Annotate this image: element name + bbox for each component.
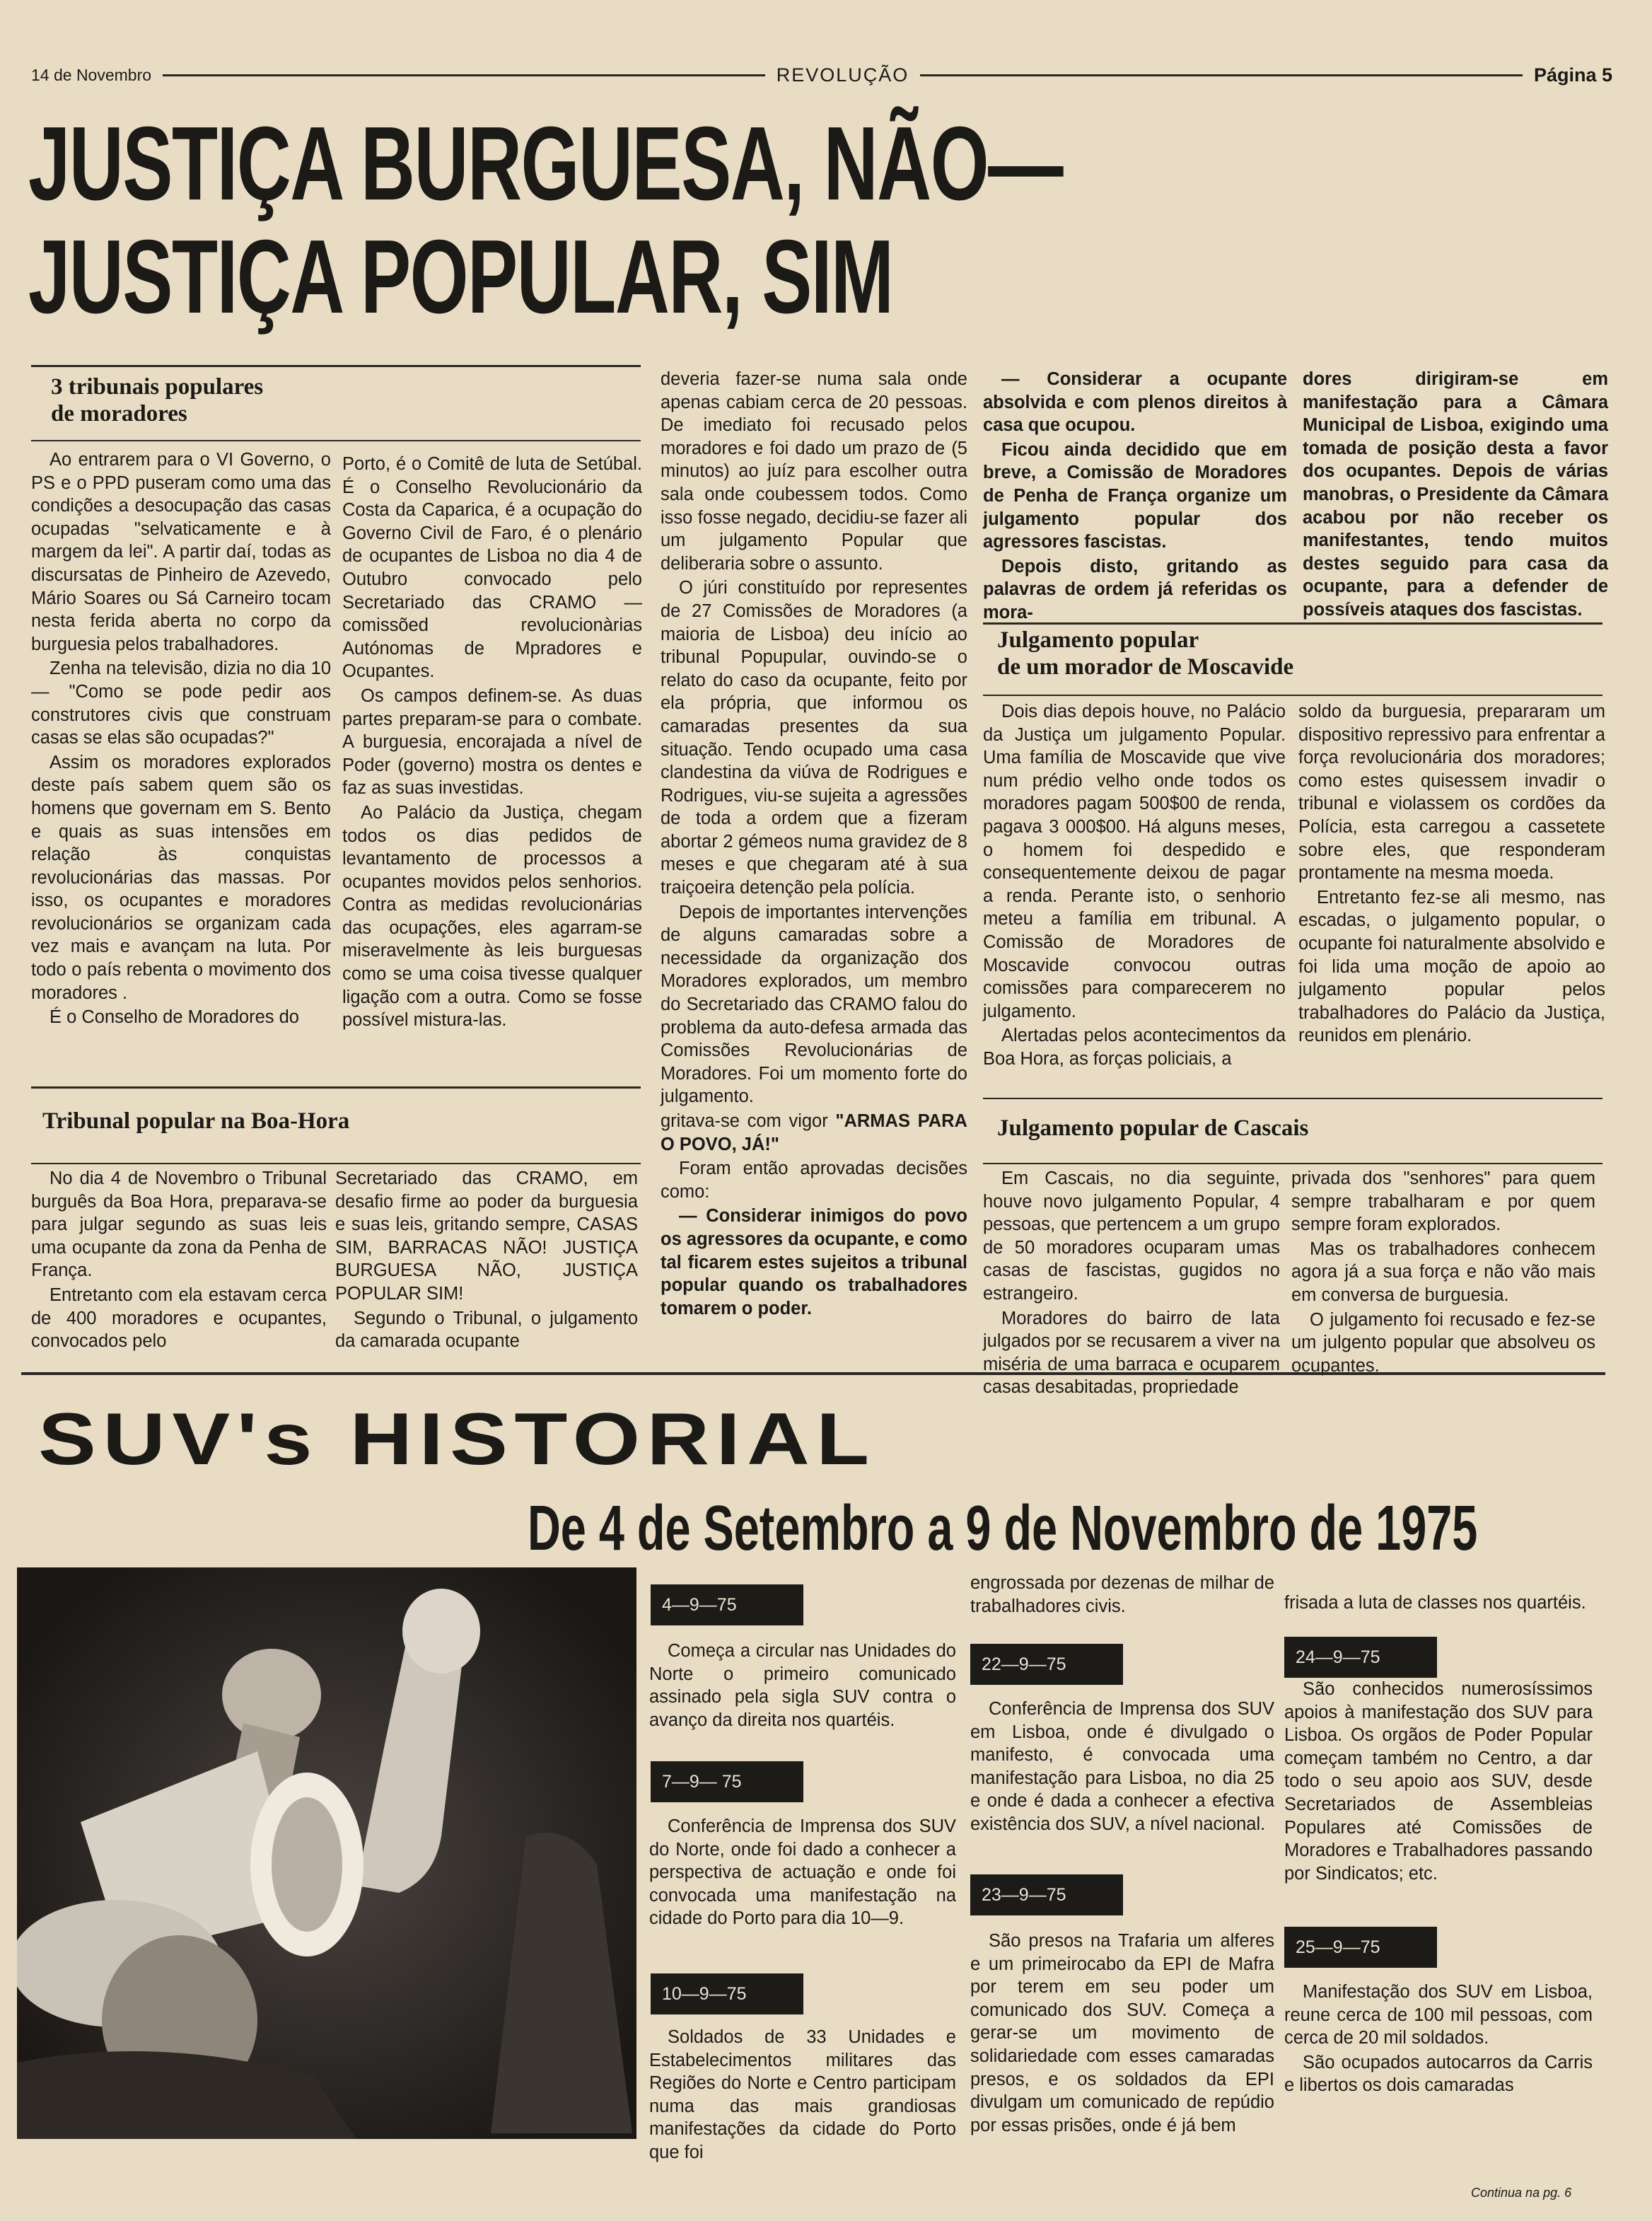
issue-date: 14 de Novembro xyxy=(31,65,152,84)
date-box-24-9-75: 24—9—75 xyxy=(1284,1637,1437,1678)
section3-column-2 xyxy=(1298,700,1605,1049)
paragraph: Zenha na televisão, dizia no dia 10 — "Como se pode pedir aos construtores civis que construam casas se elas são ocupadas?" xyxy=(31,659,331,748)
continued-note: Continua na pg. 6 xyxy=(1471,2186,1572,2200)
paragraph: São presos na Trafaria um alferes e um primeirocabo da EPI de Mafra por terem em seu poder um comunicado dos SUV. Começa a gerar-se um movimento de solidariedade com esses camaradas presos, e os soldados da EPI divulgam um comunicado de repúdio por essas prisões, onde é já bem xyxy=(970,1931,1274,2135)
slogan: "ARMAS PARA O POVO, JÁ!" xyxy=(661,1111,967,1154)
paragraph: Manifestação dos SUV em Lisboa, reune cerca de 100 mil pessoas, com cerca de 20 mil soldados. xyxy=(1284,1982,1593,2048)
main-headline xyxy=(28,105,1063,335)
paragraph: Conferência de Imprensa dos SUV em Lisboa, onde é divulgado o manifesto, é convocada uma manifestação para Lisboa, no dia 25 e onde é dada a conhecer a efectiva existência dos SUV, a nível nacional. xyxy=(970,1699,1274,1834)
timeline-entry-7-9-75 xyxy=(649,1815,956,1932)
paragraph: São conhecidos numerosíssimos apoios à manifestação dos SUV para Lisboa. Os orgãos de Poder Popular começam também no Centro, a dar todo o seu apoio aos SUV, desde Secretariados de Assembleias Populares até Comissões de Moradores e Trabalhadores passando por Sindicatos; etc. xyxy=(1284,1679,1593,1884)
protest-photo-illustration xyxy=(17,1567,636,2139)
paragraph xyxy=(661,1110,967,1156)
paragraph: Ficou ainda decidido que em breve, a Comissão de Moradores de Penha de França organize um julgamento popular dos agressores fascistas. xyxy=(983,439,1287,552)
rule-section4-top xyxy=(983,1098,1602,1099)
newspaper-name: REVOLUÇÃO xyxy=(776,64,909,86)
page-number: Página 5 xyxy=(1533,64,1613,86)
section1-title-line2: de moradores xyxy=(51,401,187,427)
paragraph: Depois de importantes intervenções de alguns camaradas sobre a necessidade da organização dos Moradores explorados, um membro do Secretariado das CRAMO falou do problema da auto-defesa armada das Comissões Revolucionárias de Moradores. Foi um momento forte do julgamento. xyxy=(661,902,967,1107)
paragraph: Secretariado das CRAMO, em desafio firme ao poder da burguesia e suas leis, gritando sempre, CASAS SIM, BARRACAS NÃO! JUSTIÇA BURGUESA NÃO, JUSTIÇA POPULAR SIM! xyxy=(335,1169,638,1304)
section1-title xyxy=(51,373,617,427)
timeline-entry-24-9-75 xyxy=(1284,1678,1593,1886)
paragraph: No dia 4 de Novembro o Tribunal burguês da Boa Hora, preparava-se para julgar segundo as suas leis uma ocupante da zona da Penha de França. xyxy=(31,1169,327,1281)
paragraph: Em Cascais, no dia seguinte, houve novo julgamento Popular, 4 pessoas, que pertencem a um grupo de 50 moradores ocuparam umas casas de fascistas, gugidos no estrangeiro. xyxy=(983,1169,1280,1304)
paragraph: — Considerar a ocupante absolvida e com plenos direitos à casa que ocupou. xyxy=(983,369,1287,436)
paragraph: Alertadas pelos acontecimentos da Boa Hora, as forças policiais, a xyxy=(983,1026,1286,1069)
paragraph: engrossada por dezenas de milhar de trabalhadores civis. xyxy=(970,1573,1274,1616)
article-column-4-top xyxy=(983,368,1287,626)
paragraph: Ao entrarem para o VI Governo, o PS e o PPD puseram como uma das condições a desocupação das casas ocupadas "selvaticamente e à margem da lei". A partir daí, todas as discursatas de Pinheiro de Azevedo, Mário Soares ou Sá Carneiro tocam nesta ferida aberta no corpo da burguesia pelos trabalhadores. xyxy=(31,450,331,654)
rule-section3-top xyxy=(983,622,1602,625)
historial-title: SUV's HISTORIAL xyxy=(38,1398,876,1480)
paragraph: Foram então aprovadas decisões como: xyxy=(661,1159,967,1202)
section4-title: Julgamento popular de Cascais xyxy=(997,1115,1309,1141)
paragraph: Segundo o Tribunal, o julgamento da camarada ocupante xyxy=(335,1308,638,1352)
article-divider xyxy=(21,1372,1605,1375)
rule-section3-bottom xyxy=(983,695,1602,696)
rule-section2-top xyxy=(31,1086,641,1089)
date-box-7-9-75: 7—9— 75 xyxy=(651,1761,803,1802)
running-head xyxy=(31,61,1612,89)
paragraph: soldo da burguesia, prepararam um dispositivo repressivo para enfrentar a força revolucionária dos moradores; como estes quisessem invadir o tribunal e violassem os cordões da Polícia, esta carregou a cassetete sobre eles, que responderam prontamente na mesma moeda. xyxy=(1298,702,1605,883)
rule-section4-bottom xyxy=(983,1163,1602,1164)
paragraph: Mas os trabalhadores conhecem agora já a sua força e não vão mais em conversa de burguesia. xyxy=(1291,1239,1595,1305)
section4-column-2 xyxy=(1291,1167,1595,1379)
timeline-entry-23-9-75 xyxy=(970,1930,1274,2138)
section3-title xyxy=(997,627,1591,680)
paragraph: dores dirigiram-se em manifestação para a Câmara Municipal de Lisboa, exigindo uma tomada de posição desta a favor dos ocupantes. Depois de várias manobras, o Presidente da Câmara acabou por não receber os manifestantes, tendo muitos destes seguido para casa da ocupante, para a defender de possíveis ataques dos fascistas. xyxy=(1303,369,1608,620)
timeline-entry-25-9-75 xyxy=(1284,1981,1593,2099)
paragraph: Moradores do bairro de lata julgados por se recusarem a viver na miséria de uma barraca e ocuparem casas desabitadas, propriedade xyxy=(983,1308,1280,1398)
header-rule-left xyxy=(163,74,765,76)
section2-column-1 xyxy=(31,1167,327,1355)
paragraph: É o Conselho de Moradores do xyxy=(50,1007,299,1028)
paragraph: Conferência de Imprensa dos SUV do Norte, onde foi dado a conhecer a perspectiva de actuação e onde foi convocada uma manifestação na cidade do Porto para dia 10—9. xyxy=(649,1816,956,1929)
section4-column-1 xyxy=(983,1167,1280,1401)
section3-title-line2: de um morador de Moscavide xyxy=(997,654,1294,680)
shout-intro: gritava-se com vigor xyxy=(661,1111,828,1131)
section2-title: Tribunal popular na Boa-Hora xyxy=(42,1108,350,1134)
paragraph: Entretanto fez-se ali mesmo, nas escadas, o julgamento popular, o ocupante foi naturalmente absolvido e foi lida uma moção de apoio ao julgamento popular pelos trabalhadores do Palácio da Justiça, reunidos em plenário. xyxy=(1298,887,1605,1046)
article-column-3 xyxy=(661,368,967,1321)
headline-line-2: JUSTIÇA POPULAR, SIM xyxy=(28,219,893,335)
paragraph-decision: — Considerar inimigos do povo os agressores da ocupante, e como tal ficarem estes sujeitos a tribunal popular quando os trabalhadores tomarem o poder. xyxy=(661,1206,967,1318)
paragraph: O júri constituído por representes de 27 Comissões de Moradores (a maioria de Lisboa) deu início ao tribunal Popupular, ouvindo-se o relato do caso da ocupante, feito por ela própria, que informou os camaradas presentes da sua situação. Tendo ocupado uma casa clandestina da viúva de Rodrigues e Rodrigues, viu-se sujeita a agressões de toda a ordem que a fizeram abortar 2 gémeos numa gravidez de 8 meses e que chegaram até à sua traiçoeira detenção pela polícia. xyxy=(661,578,967,898)
paragraph: Os campos definem-se. As duas partes preparam-se para o combate. A burguesia, encorajada a nível de Poder (governo) mostra os dentes e faz as suas investidas. xyxy=(342,685,642,799)
section1-column-2 xyxy=(342,453,642,1033)
paragraph: Depois disto, gritando as palavras de ordem já referidas os mora- xyxy=(983,556,1287,622)
section3-title-line1: Julgamento popular xyxy=(997,627,1199,653)
protest-photo xyxy=(17,1567,636,2139)
paragraph: Entretanto com ela estavam cerca de 400 moradores e ocupantes, convocados pelo xyxy=(31,1285,327,1352)
timeline-entry-10-9-75 xyxy=(649,2026,956,2166)
paragraph: Assim os moradores explorados deste país sabem quem são os homens que governam em S. Bento e quais as suas intensões em relação às conquistas revolucionárias das massas. Por isso, os ocupantes e moradores revolucionários se organizam cada vez mais e avançam na luta. Por todo o país rebenta o movimento dos moradores . xyxy=(31,752,331,1003)
paragraph: Porto, é o Comitê de luta de Setúbal. É o Conselho Revolucionário da Costa da Caparica, é a ocupação do Governo Civil de Faro, é o plenário de ocupantes de Lisboa no dia 4 de Outubro convocado pelo Secretariado das CRAMO — comissõed revolucionàrias Autónomas de Mpradores e Ocupantes. xyxy=(342,454,642,682)
paragraph: Ao Palácio da Justiça, chegam todos os dias pedidos de levantamento de processos a ocupantes movidos pelos senhorios. Contra as medidas revolucionárias das ocupações, eles agarram-se miseravelmente às leis burguesas como se uma coisa tivesse qualquer ligação com a outra. Como se fosse possível mistura-las. xyxy=(342,802,642,1031)
article-column-5-top xyxy=(1303,368,1608,623)
section3-column-1 xyxy=(983,700,1286,1072)
headline-line-1: JUSTIÇA BURGUESA, NÃO— xyxy=(28,105,1063,222)
timeline-continuation-1 xyxy=(970,1572,1274,1619)
section2-column-2 xyxy=(335,1167,638,1355)
paragraph: Soldados de 33 Unidades e Estabelecimentos militares das Regiões do Norte e Centro participam numa das mais grandiosas manifestações da cidade do Porto que foi xyxy=(649,2027,956,2162)
paragraph: privada dos "senhores" para quem sempre trabalharam e por quem sempre foram explorados. xyxy=(1291,1169,1595,1235)
paragraph: deveria fazer-se numa sala onde apenas cabiam cerca de 20 pessoas. De imediato foi recusado pelos moradores e foi dado um prazo de (5 minutos) ao juíz para escolher outra sala onde coubessem todos. Como isso fosse negado, decidiu-se fazer ali um julgamento Popular que deliberaria sobre o assunto. xyxy=(661,369,967,574)
date-box-23-9-75: 23—9—75 xyxy=(970,1874,1123,1915)
historial-subtitle: De 4 de Setembro a 9 de Novembro de 1975 xyxy=(528,1493,1478,1564)
date-box-10-9-75: 10—9—75 xyxy=(651,1973,803,2014)
rule-section1-bottom xyxy=(31,440,641,441)
timeline-continuation-2 xyxy=(1284,1591,1593,1616)
section1-title-line1: 3 tribunais populares xyxy=(51,374,264,400)
rule-section1-top xyxy=(31,365,641,367)
header-rule-right xyxy=(920,74,1523,76)
section1-column-1 xyxy=(31,448,331,1031)
paragraph: O julgamento foi recusado e fez-se um julgento popular que absolveu os ocupantes. xyxy=(1291,1309,1595,1376)
timeline-entry-22-9-75 xyxy=(970,1698,1274,1838)
paragraph: frisada a luta de classes nos quartéis. xyxy=(1284,1593,1586,1613)
paragraph: Dois dias depois houve, no Palácio da Justiça um julgamento Popular. Uma família de Moscavide que vive num prédio velho onde todos os moradores pagam 500$00 de renda, pagava 3 000$00. Há alguns meses, o homem foi despedido e consequentemente deixou de pagar a renda. Perante isto, o senhorio meteu a família em tribunal. A Comissão de Moradores de Moscavide convocou outras comissões para comparecerem no julgamento. xyxy=(983,702,1286,1021)
date-box-4-9-75: 4—9—75 xyxy=(651,1584,803,1625)
paragraph: Começa a circular nas Unidades do Norte o primeiro comunicado assinado pela sigla SUV contra o avanço da direita nos quartéis. xyxy=(649,1641,956,1730)
paragraph: São ocupados autocarros da Carris e libertos os dois camaradas xyxy=(1284,2052,1593,2096)
rule-section2-bottom xyxy=(31,1163,641,1164)
bleed-through-texture xyxy=(1315,113,1627,368)
date-box-22-9-75: 22—9—75 xyxy=(970,1644,1123,1685)
date-box-25-9-75: 25—9—75 xyxy=(1284,1927,1437,1968)
timeline-entry-4-9-75 xyxy=(649,1640,956,1733)
